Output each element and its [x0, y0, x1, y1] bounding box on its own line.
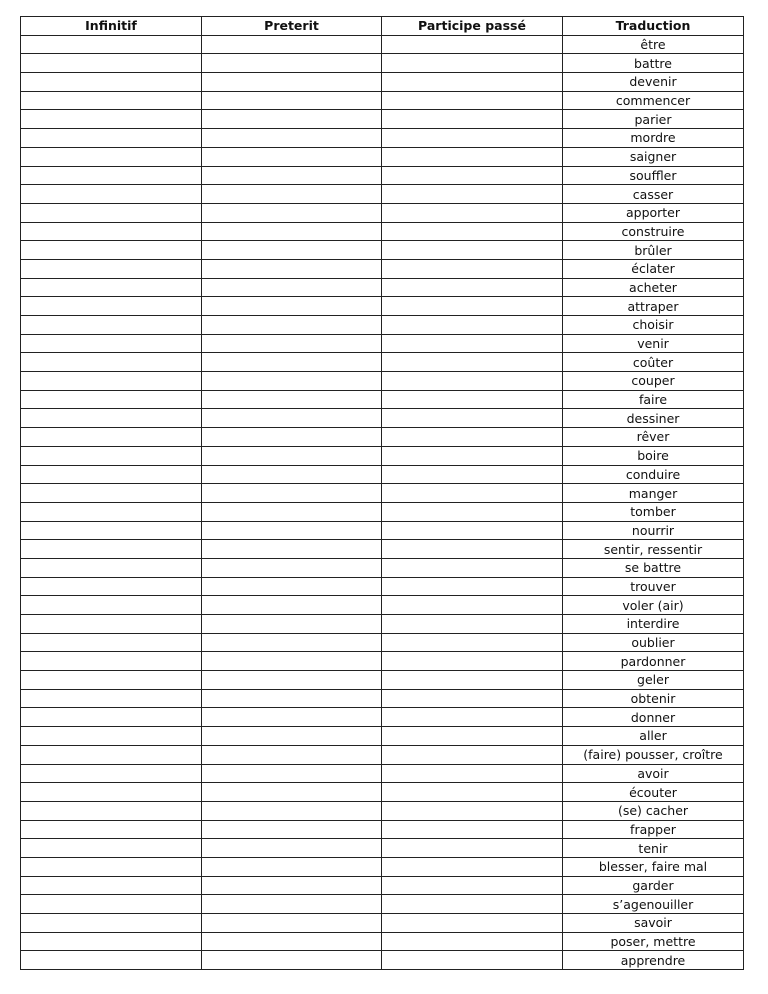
past-participle-cell[interactable] [382, 91, 563, 110]
past-participle-cell[interactable] [382, 708, 563, 727]
translation-cell: casser [563, 185, 744, 204]
past-participle-cell[interactable] [382, 521, 563, 540]
infinitive-cell[interactable] [21, 297, 202, 316]
translation-cell: être [563, 35, 744, 54]
table-row [21, 334, 744, 353]
table-row [21, 316, 744, 335]
infinitive-cell[interactable] [21, 951, 202, 970]
past-participle-cell[interactable] [382, 241, 563, 260]
past-participle-cell[interactable] [382, 316, 563, 335]
past-participle-cell[interactable] [382, 932, 563, 951]
preterit-cell[interactable] [202, 708, 382, 727]
preterit-cell[interactable] [202, 727, 382, 746]
table-row [21, 876, 744, 895]
preterit-cell[interactable] [202, 558, 382, 577]
past-participle-cell[interactable] [382, 73, 563, 92]
past-participle-cell[interactable] [382, 652, 563, 671]
table-row [21, 521, 744, 540]
table-row [21, 372, 744, 391]
past-participle-cell[interactable] [382, 689, 563, 708]
past-participle-cell[interactable] [382, 820, 563, 839]
translation-cell: boire [563, 446, 744, 465]
preterit-cell[interactable] [202, 596, 382, 615]
past-participle-cell[interactable] [382, 615, 563, 634]
translation-cell: mordre [563, 129, 744, 148]
table-row [21, 110, 744, 129]
past-participle-cell[interactable] [382, 764, 563, 783]
infinitive-cell[interactable] [21, 241, 202, 260]
table-row [21, 914, 744, 933]
translation-cell: aller [563, 727, 744, 746]
translation-cell: rêver [563, 428, 744, 447]
past-participle-cell[interactable] [382, 35, 563, 54]
translation-cell: tomber [563, 502, 744, 521]
infinitive-cell[interactable] [21, 278, 202, 297]
past-participle-cell[interactable] [382, 857, 563, 876]
translation-cell: construire [563, 222, 744, 241]
preterit-cell[interactable] [202, 689, 382, 708]
translation-cell: geler [563, 671, 744, 690]
translation-cell: (faire) pousser, croître [563, 745, 744, 764]
table-row [21, 278, 744, 297]
preterit-cell[interactable] [202, 185, 382, 204]
past-participle-cell[interactable] [382, 596, 563, 615]
infinitive-cell[interactable] [21, 857, 202, 876]
infinitive-cell[interactable] [21, 91, 202, 110]
table-row [21, 932, 744, 951]
table-row [21, 652, 744, 671]
table-row [21, 446, 744, 465]
past-participle-cell[interactable] [382, 334, 563, 353]
infinitive-cell[interactable] [21, 259, 202, 278]
past-participle-cell[interactable] [382, 839, 563, 858]
translation-cell: attraper [563, 297, 744, 316]
preterit-cell[interactable] [202, 914, 382, 933]
header-past-participle: Participe passé [382, 17, 563, 36]
translation-cell: éclater [563, 259, 744, 278]
past-participle-cell[interactable] [382, 914, 563, 933]
infinitive-cell[interactable] [21, 708, 202, 727]
preterit-cell[interactable] [202, 54, 382, 73]
infinitive-cell[interactable] [21, 222, 202, 241]
translation-cell: trouver [563, 577, 744, 596]
infinitive-cell[interactable] [21, 521, 202, 540]
preterit-cell[interactable] [202, 801, 382, 820]
preterit-cell[interactable] [202, 615, 382, 634]
table-row [21, 633, 744, 652]
preterit-cell[interactable] [202, 446, 382, 465]
translation-cell: avoir [563, 764, 744, 783]
infinitive-cell[interactable] [21, 428, 202, 447]
translation-cell: conduire [563, 465, 744, 484]
infinitive-cell[interactable] [21, 558, 202, 577]
translation-cell: parier [563, 110, 744, 129]
table-row [21, 502, 744, 521]
infinitive-cell[interactable] [21, 372, 202, 391]
infinitive-cell[interactable] [21, 932, 202, 951]
preterit-cell[interactable] [202, 577, 382, 596]
translation-cell: voler (air) [563, 596, 744, 615]
table-row [21, 465, 744, 484]
past-participle-cell[interactable] [382, 147, 563, 166]
past-participle-cell[interactable] [382, 222, 563, 241]
table-row [21, 857, 744, 876]
table-row [21, 708, 744, 727]
preterit-cell[interactable] [202, 764, 382, 783]
table-row [21, 241, 744, 260]
past-participle-cell[interactable] [382, 54, 563, 73]
infinitive-cell[interactable] [21, 390, 202, 409]
past-participle-cell[interactable] [382, 409, 563, 428]
preterit-cell[interactable] [202, 166, 382, 185]
preterit-cell[interactable] [202, 484, 382, 503]
infinitive-cell[interactable] [21, 446, 202, 465]
infinitive-cell[interactable] [21, 801, 202, 820]
table-row [21, 353, 744, 372]
table-row [21, 297, 744, 316]
past-participle-cell[interactable] [382, 577, 563, 596]
table-row [21, 35, 744, 54]
translation-cell: couper [563, 372, 744, 391]
table-body [21, 35, 744, 969]
past-participle-cell[interactable] [382, 166, 563, 185]
table-row [21, 129, 744, 148]
preterit-cell[interactable] [202, 203, 382, 222]
preterit-cell[interactable] [202, 73, 382, 92]
past-participle-cell[interactable] [382, 558, 563, 577]
table-row [21, 484, 744, 503]
table-row [21, 951, 744, 970]
table-row [21, 801, 744, 820]
translation-cell: saigner [563, 147, 744, 166]
preterit-cell[interactable] [202, 259, 382, 278]
preterit-cell[interactable] [202, 951, 382, 970]
infinitive-cell[interactable] [21, 54, 202, 73]
past-participle-cell[interactable] [382, 428, 563, 447]
past-participle-cell[interactable] [382, 895, 563, 914]
infinitive-cell[interactable] [21, 540, 202, 559]
table-row [21, 54, 744, 73]
infinitive-cell[interactable] [21, 652, 202, 671]
table-row [21, 745, 744, 764]
infinitive-cell[interactable] [21, 671, 202, 690]
table-row [21, 577, 744, 596]
translation-cell: tenir [563, 839, 744, 858]
translation-cell: manger [563, 484, 744, 503]
past-participle-cell[interactable] [382, 446, 563, 465]
past-participle-cell[interactable] [382, 278, 563, 297]
translation-cell: choisir [563, 316, 744, 335]
preterit-cell[interactable] [202, 521, 382, 540]
translation-cell: s’agenouiller [563, 895, 744, 914]
header-translation: Traduction [563, 17, 744, 36]
preterit-cell[interactable] [202, 932, 382, 951]
preterit-cell[interactable] [202, 35, 382, 54]
table-row [21, 540, 744, 559]
translation-cell: donner [563, 708, 744, 727]
preterit-cell[interactable] [202, 110, 382, 129]
table-row [21, 839, 744, 858]
past-participle-cell[interactable] [382, 951, 563, 970]
preterit-cell[interactable] [202, 540, 382, 559]
past-participle-cell[interactable] [382, 203, 563, 222]
past-participle-cell[interactable] [382, 110, 563, 129]
infinitive-cell[interactable] [21, 129, 202, 148]
infinitive-cell[interactable] [21, 334, 202, 353]
translation-cell: interdire [563, 615, 744, 634]
past-participle-cell[interactable] [382, 259, 563, 278]
infinitive-cell[interactable] [21, 353, 202, 372]
table-row [21, 409, 744, 428]
past-participle-cell[interactable] [382, 876, 563, 895]
infinitive-cell[interactable] [21, 895, 202, 914]
past-participle-cell[interactable] [382, 633, 563, 652]
infinitive-cell[interactable] [21, 502, 202, 521]
table-row [21, 727, 744, 746]
translation-cell: écouter [563, 783, 744, 802]
translation-cell: apporter [563, 203, 744, 222]
translation-cell: obtenir [563, 689, 744, 708]
translation-cell: poser, mettre [563, 932, 744, 951]
infinitive-cell[interactable] [21, 876, 202, 895]
infinitive-cell[interactable] [21, 577, 202, 596]
translation-cell: nourrir [563, 521, 744, 540]
translation-cell: apprendre [563, 951, 744, 970]
preterit-cell[interactable] [202, 745, 382, 764]
translation-cell: frapper [563, 820, 744, 839]
past-participle-cell[interactable] [382, 353, 563, 372]
past-participle-cell[interactable] [382, 129, 563, 148]
table-row [21, 91, 744, 110]
preterit-cell[interactable] [202, 783, 382, 802]
translation-cell: coûter [563, 353, 744, 372]
table-row [21, 895, 744, 914]
preterit-cell[interactable] [202, 316, 382, 335]
translation-cell: venir [563, 334, 744, 353]
preterit-cell[interactable] [202, 372, 382, 391]
preterit-cell[interactable] [202, 409, 382, 428]
preterit-cell[interactable] [202, 839, 382, 858]
infinitive-cell[interactable] [21, 185, 202, 204]
infinitive-cell[interactable] [21, 147, 202, 166]
preterit-cell[interactable] [202, 334, 382, 353]
translation-cell: souffler [563, 166, 744, 185]
translation-cell: pardonner [563, 652, 744, 671]
translation-cell: devenir [563, 73, 744, 92]
preterit-cell[interactable] [202, 428, 382, 447]
preterit-cell[interactable] [202, 895, 382, 914]
table-row [21, 783, 744, 802]
past-participle-cell[interactable] [382, 801, 563, 820]
preterit-cell[interactable] [202, 857, 382, 876]
preterit-cell[interactable] [202, 297, 382, 316]
table-row [21, 185, 744, 204]
translation-cell: garder [563, 876, 744, 895]
infinitive-cell[interactable] [21, 615, 202, 634]
translation-cell: sentir, ressentir [563, 540, 744, 559]
translation-cell: oublier [563, 633, 744, 652]
translation-cell: savoir [563, 914, 744, 933]
table-row [21, 390, 744, 409]
past-participle-cell[interactable] [382, 390, 563, 409]
past-participle-cell[interactable] [382, 671, 563, 690]
preterit-cell[interactable] [202, 876, 382, 895]
table-row [21, 222, 744, 241]
infinitive-cell[interactable] [21, 764, 202, 783]
infinitive-cell[interactable] [21, 633, 202, 652]
past-participle-cell[interactable] [382, 727, 563, 746]
table-row [21, 558, 744, 577]
infinitive-cell[interactable] [21, 484, 202, 503]
translation-cell: dessiner [563, 409, 744, 428]
infinitive-cell[interactable] [21, 839, 202, 858]
preterit-cell[interactable] [202, 633, 382, 652]
past-participle-cell[interactable] [382, 297, 563, 316]
infinitive-cell[interactable] [21, 745, 202, 764]
table-row [21, 820, 744, 839]
preterit-cell[interactable] [202, 222, 382, 241]
preterit-cell[interactable] [202, 465, 382, 484]
preterit-cell[interactable] [202, 671, 382, 690]
table-row [21, 259, 744, 278]
table-row [21, 203, 744, 222]
preterit-cell[interactable] [202, 390, 382, 409]
preterit-cell[interactable] [202, 502, 382, 521]
translation-cell: faire [563, 390, 744, 409]
infinitive-cell[interactable] [21, 409, 202, 428]
table-row [21, 596, 744, 615]
infinitive-cell[interactable] [21, 727, 202, 746]
translation-cell: se battre [563, 558, 744, 577]
table-row [21, 166, 744, 185]
header-infinitive: Infinitif [21, 17, 202, 36]
table-row [21, 764, 744, 783]
infinitive-cell[interactable] [21, 783, 202, 802]
infinitive-cell[interactable] [21, 203, 202, 222]
translation-cell: acheter [563, 278, 744, 297]
table-row [21, 147, 744, 166]
preterit-cell[interactable] [202, 353, 382, 372]
table-row [21, 428, 744, 447]
infinitive-cell[interactable] [21, 689, 202, 708]
infinitive-cell[interactable] [21, 110, 202, 129]
table-row [21, 689, 744, 708]
table-header-row [21, 17, 744, 36]
infinitive-cell[interactable] [21, 73, 202, 92]
past-participle-cell[interactable] [382, 465, 563, 484]
preterit-cell[interactable] [202, 91, 382, 110]
infinitive-cell[interactable] [21, 914, 202, 933]
translation-cell: brûler [563, 241, 744, 260]
translation-cell: (se) cacher [563, 801, 744, 820]
infinitive-cell[interactable] [21, 316, 202, 335]
table-row [21, 73, 744, 92]
past-participle-cell[interactable] [382, 185, 563, 204]
irregular-verbs-table [20, 16, 744, 970]
table-row [21, 615, 744, 634]
translation-cell: battre [563, 54, 744, 73]
past-participle-cell[interactable] [382, 372, 563, 391]
preterit-cell[interactable] [202, 147, 382, 166]
past-participle-cell[interactable] [382, 745, 563, 764]
past-participle-cell[interactable] [382, 502, 563, 521]
infinitive-cell[interactable] [21, 596, 202, 615]
past-participle-cell[interactable] [382, 484, 563, 503]
infinitive-cell[interactable] [21, 820, 202, 839]
preterit-cell[interactable] [202, 278, 382, 297]
preterit-cell[interactable] [202, 652, 382, 671]
preterit-cell[interactable] [202, 820, 382, 839]
preterit-cell[interactable] [202, 241, 382, 260]
translation-cell: commencer [563, 91, 744, 110]
infinitive-cell[interactable] [21, 465, 202, 484]
preterit-cell[interactable] [202, 129, 382, 148]
table-row [21, 671, 744, 690]
header-preterit: Preterit [202, 17, 382, 36]
past-participle-cell[interactable] [382, 540, 563, 559]
translation-cell: blesser, faire mal [563, 857, 744, 876]
past-participle-cell[interactable] [382, 783, 563, 802]
infinitive-cell[interactable] [21, 166, 202, 185]
infinitive-cell[interactable] [21, 35, 202, 54]
